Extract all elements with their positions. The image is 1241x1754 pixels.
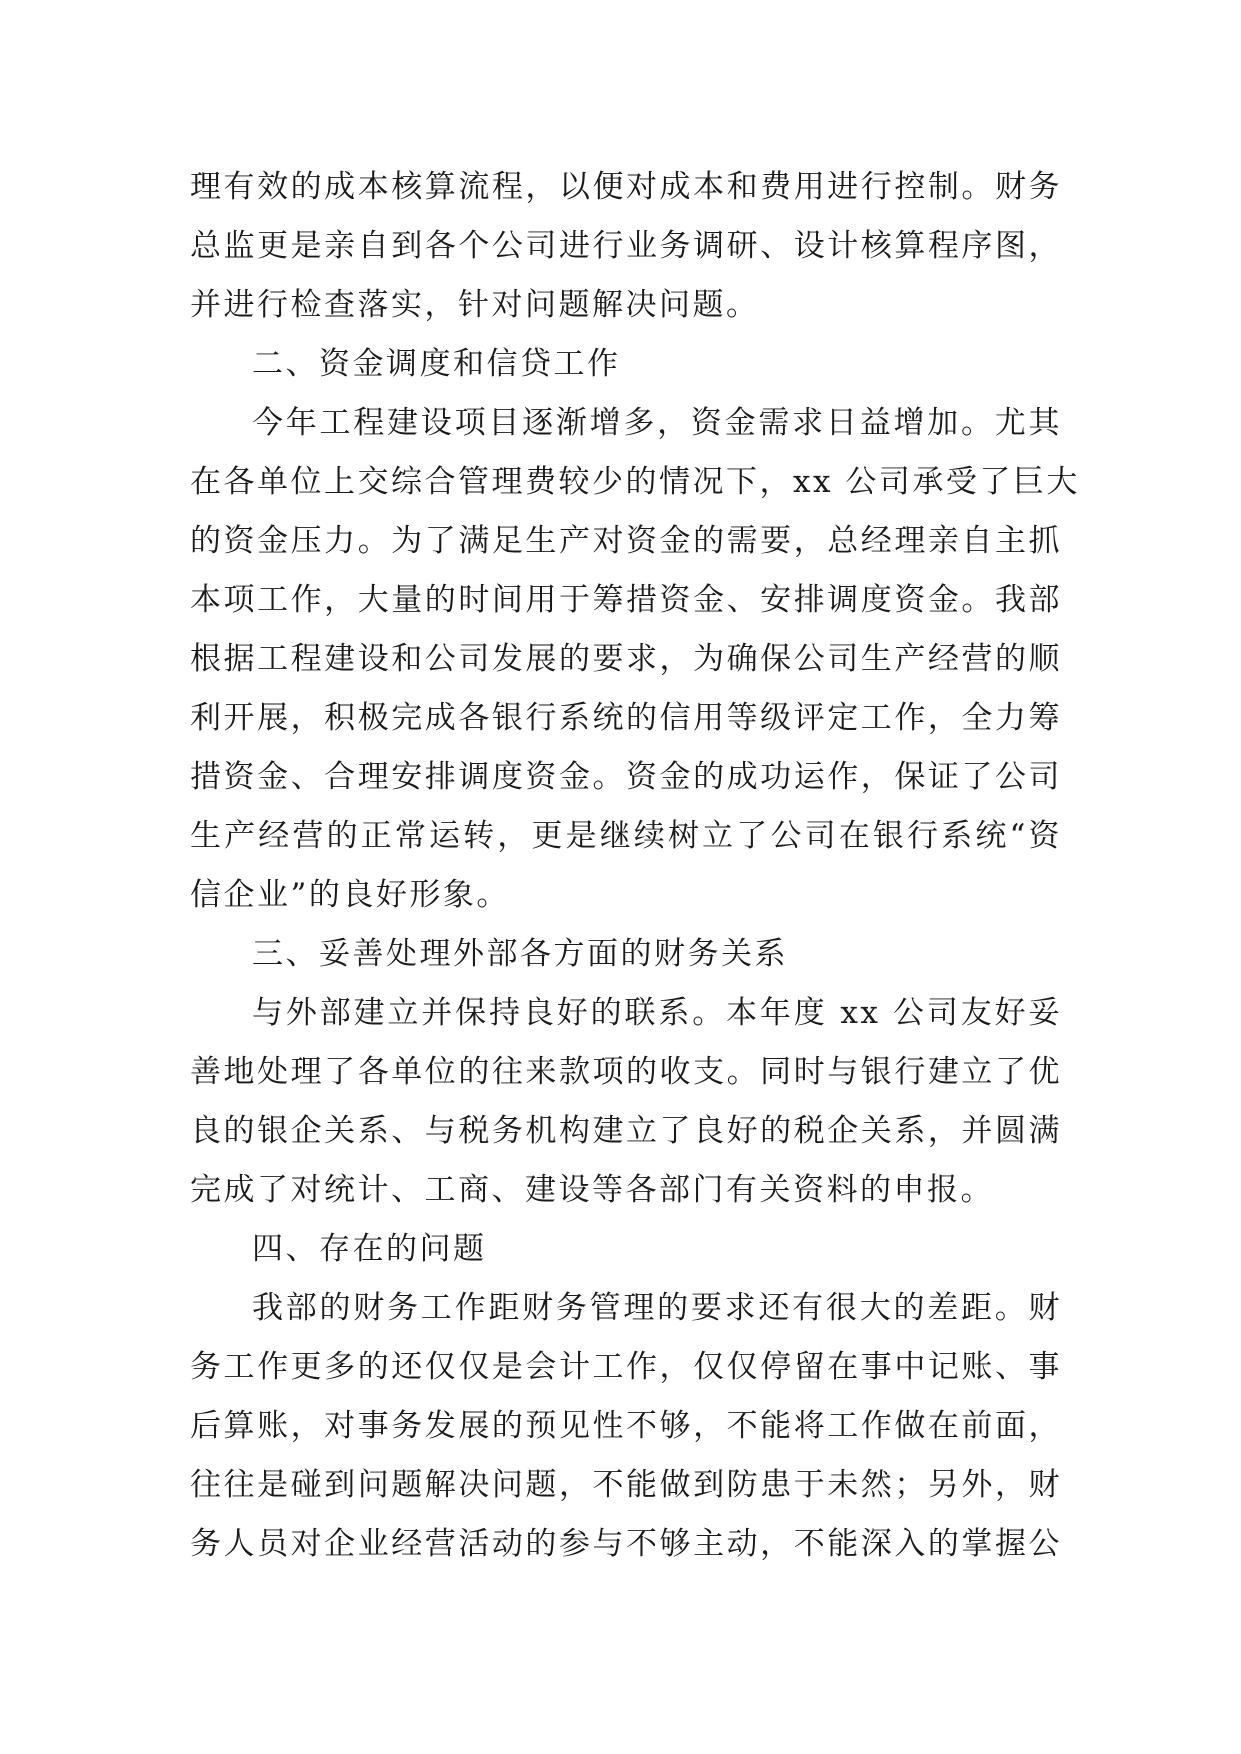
paragraph-line: 我部的财务工作距财务管理的要求还有很大的差距。财: [252, 1290, 1062, 1326]
paragraph-line: 生产经营的正常运转，更是继续树立了公司在银行系统“资: [190, 818, 1062, 854]
paragraph-line: 本项工作，大量的时间用于筹措资金、安排调度资金。我部: [190, 582, 1062, 618]
paragraph-line: 良的银企关系、与税务机构建立了良好的税企关系，并圆满: [190, 1113, 1062, 1149]
paragraph-line: 今年工程建设项目逐渐增多，资金需求日益增加。尤其: [252, 405, 1062, 441]
section-heading: 二、资金调度和信贷工作: [252, 346, 621, 382]
paragraph-line: 与外部建立并保持良好的联系。本年度 xx 公司友好妥: [252, 995, 1062, 1031]
section-heading: 三、妥善处理外部各方面的财务关系: [252, 936, 788, 972]
paragraph-line: 措资金、合理安排调度资金。资金的成功运作，保证了公司: [190, 759, 1062, 795]
section-heading: 四、存在的问题: [252, 1231, 487, 1267]
paragraph-line: 理有效的成本核算流程，以便对成本和费用进行控制。财务: [190, 169, 1062, 205]
document-body: [190, 158, 1080, 1574]
paragraph-line: 并进行检查落实，针对问题解决问题。: [190, 287, 760, 323]
paragraph-line: 后算账，对事务发展的预见性不够，不能将工作做在前面，: [190, 1408, 1062, 1444]
paragraph-line: 善地处理了各单位的往来款项的收支。同时与银行建立了优: [190, 1054, 1062, 1090]
paragraph-line: 务工作更多的还仅仅是会计工作，仅仅停留在事中记账、事: [190, 1349, 1062, 1385]
paragraph-line: 信企业”的良好形象。: [190, 877, 510, 913]
paragraph-line: 务人员对企业经营活动的参与不够主动，不能深入的掌握公: [190, 1526, 1062, 1562]
paragraph-line: 在各单位上交综合管理费较少的情况下，xx 公司承受了巨大: [190, 464, 1080, 500]
paragraph-line: 完成了对统计、工商、建设等各部门有关资料的申报。: [190, 1172, 994, 1208]
paragraph-line: 往往是碰到问题解决问题，不能做到防患于未然；另外，财: [190, 1467, 1062, 1503]
paragraph-line: 利开展，积极完成各银行系统的信用等级评定工作，全力筹: [190, 700, 1062, 736]
paragraph-line: 总监更是亲自到各个公司进行业务调研、设计核算程序图，: [190, 228, 1062, 264]
paragraph-line: 根据工程建设和公司发展的要求，为确保公司生产经营的顺: [190, 641, 1062, 677]
paragraph-line: 的资金压力。为了满足生产对资金的需要，总经理亲自主抓: [190, 523, 1062, 559]
